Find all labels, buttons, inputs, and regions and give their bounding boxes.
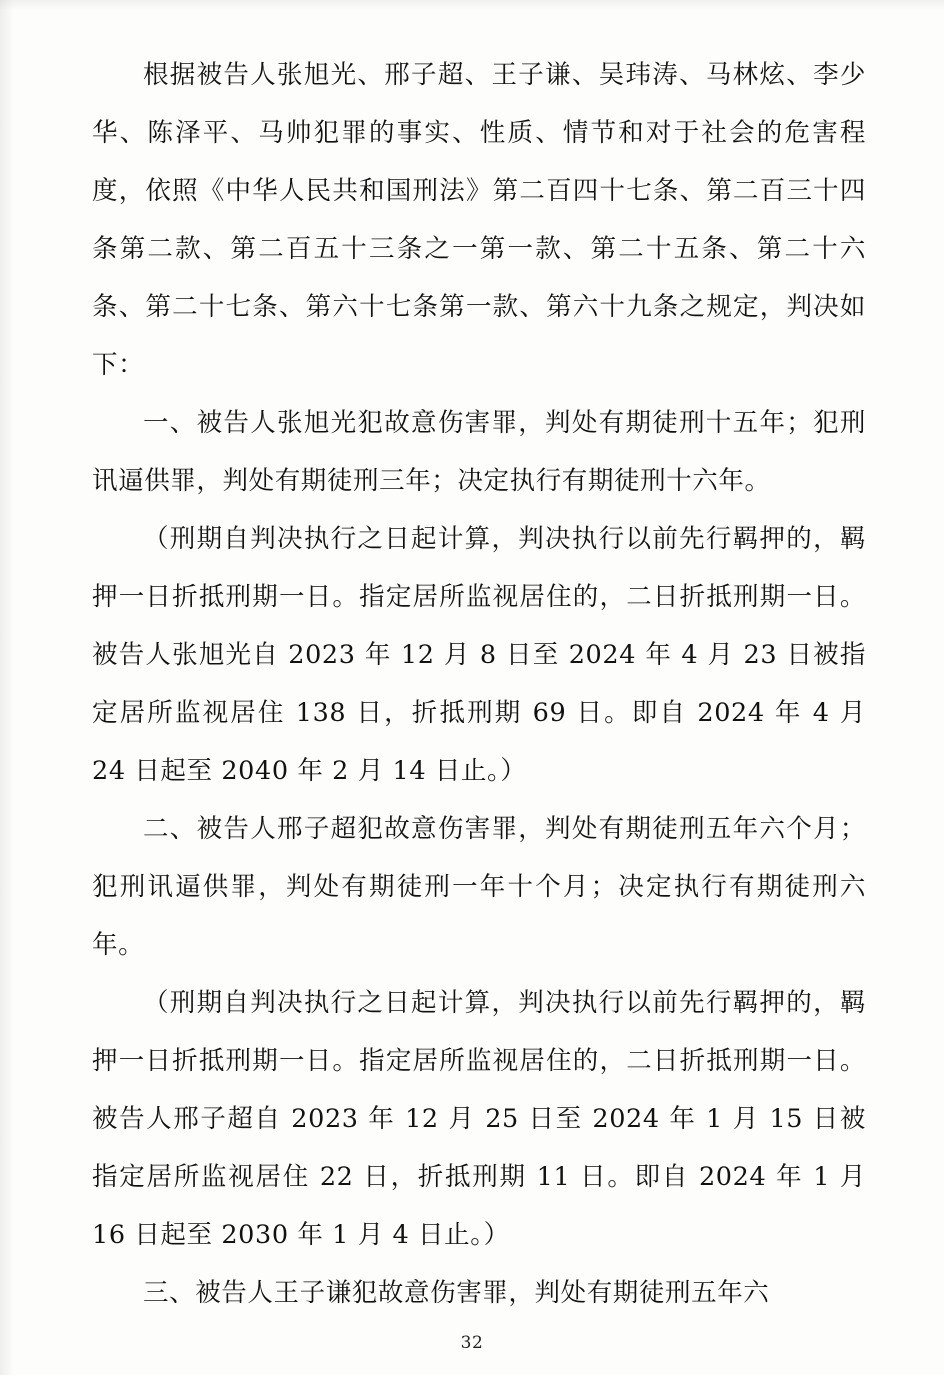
paragraph-4: 二、被告人邢子超犯故意伤害罪，判处有期徒刑五年六个月；犯刑讯逼供罪，判处有期徒刑一年十个月；决定执行有期徒刑六年。: [92, 814, 866, 960]
paragraph-1: 根据被告人张旭光、邢子超、王子谦、吴玮涛、马林炫、李少华、陈泽平、马帅犯罪的事实、性质、情节和对于社会的危害程度，依照《中华人民共和国刑法》第二百四十七条、第二百三十四条第二款、第二百五十三条之一第一款、第二十五条、第二十六条、第二十七条、第六十七条第一款、第六十九条之规定，判决如下：: [92, 60, 866, 380]
document-body: [92, 46, 866, 1322]
paragraph-5: （刑期自判决执行之日起计算，判决执行以前先行羁押的，羁押一日折抵刑期一日。指定居所监视居住的，二日折抵刑期一日。被告人邢子超自 2023 年 12 月 25 日至 2024 年 1 月 15 日被指定居所监视居住 22 日，折抵刑期 11 日。即自 2024 年 1 月 16 日起至 2030 年 1 月 4 日止。）: [92, 988, 866, 1250]
paragraph-3: （刑期自判决执行之日起计算，判决执行以前先行羁押的，羁押一日折抵刑期一日。指定居所监视居住的，二日折抵刑期一日。被告人张旭光自 2023 年 12 月 8 日至 2024 年 4 月 23 日被指定居所监视居住 138 日，折抵刑期 69 日。即自 2024 年 4 月 24 日起至 2040 年 2 月 14 日止。）: [92, 524, 866, 786]
paragraph-2: 一、被告人张旭光犯故意伤害罪，判处有期徒刑十五年；犯刑讯逼供罪，判处有期徒刑三年；决定执行有期徒刑十六年。: [92, 408, 866, 496]
page-number: 32: [460, 1333, 484, 1353]
paragraph-6: 三、被告人王子谦犯故意伤害罪，判处有期徒刑五年六: [143, 1278, 770, 1308]
scan-edge-top: [0, 0, 944, 10]
scan-edge-left: [0, 0, 14, 1375]
